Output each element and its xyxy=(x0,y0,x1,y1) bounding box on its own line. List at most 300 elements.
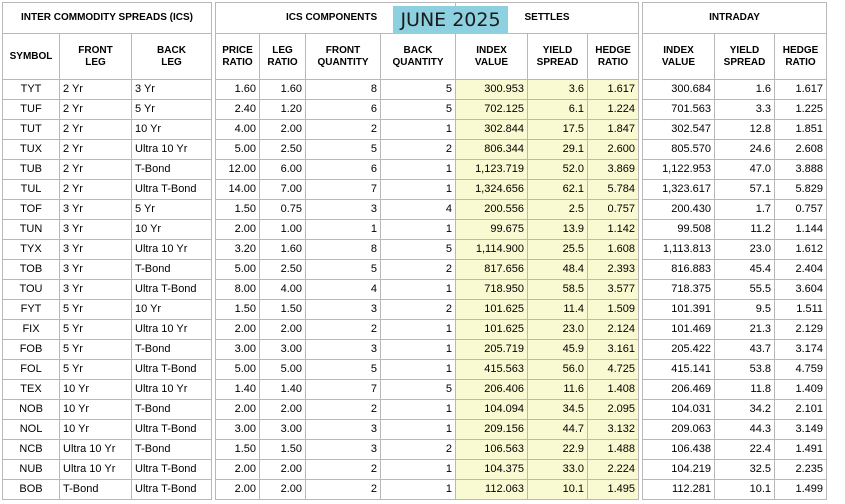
cell-intraday-index-value: 805.570 xyxy=(643,140,715,160)
cell-price-ratio: 1.40 xyxy=(216,380,260,400)
cell-settle-index-value: 104.375 xyxy=(456,460,528,480)
cell-intraday-yield-spread: 53.8 xyxy=(715,360,775,380)
cell-back-quantity: 1 xyxy=(381,180,456,200)
cell-intraday-index-value: 104.031 xyxy=(643,400,715,420)
cell-settle-yield-spread: 6.1 xyxy=(528,100,588,120)
cell-settle-yield-spread: 17.5 xyxy=(528,120,588,140)
cell-back-leg: Ultra 10 Yr xyxy=(132,240,212,260)
cell-settle-hedge-ratio: 1.608 xyxy=(588,240,639,260)
cell-back-leg: 5 Yr xyxy=(132,200,212,220)
cell-price-ratio: 3.00 xyxy=(216,420,260,440)
cell-back-leg: Ultra 10 Yr xyxy=(132,380,212,400)
cell-intraday-hedge-ratio: 1.511 xyxy=(775,300,827,320)
cell-settle-hedge-ratio: 2.600 xyxy=(588,140,639,160)
table-body xyxy=(3,80,827,500)
cell-intraday-index-value: 816.883 xyxy=(643,260,715,280)
cell-front-leg: 5 Yr xyxy=(60,300,132,320)
cell-symbol: TUB xyxy=(3,160,60,180)
cell-leg-ratio: 2.00 xyxy=(260,400,306,420)
cell-price-ratio: 2.00 xyxy=(216,400,260,420)
cell-leg-ratio: 7.00 xyxy=(260,180,306,200)
cell-intraday-hedge-ratio: 3.604 xyxy=(775,280,827,300)
cell-price-ratio: 4.00 xyxy=(216,120,260,140)
cell-intraday-hedge-ratio: 3.174 xyxy=(775,340,827,360)
cell-intraday-hedge-ratio: 2.608 xyxy=(775,140,827,160)
cell-front-quantity: 5 xyxy=(306,260,381,280)
cell-back-quantity: 1 xyxy=(381,460,456,480)
cell-settle-hedge-ratio: 2.224 xyxy=(588,460,639,480)
cell-back-quantity: 1 xyxy=(381,220,456,240)
cell-intraday-hedge-ratio: 3.149 xyxy=(775,420,827,440)
table-row xyxy=(3,480,827,500)
cell-symbol: NOL xyxy=(3,420,60,440)
table-row xyxy=(3,200,827,220)
col-header-front-quantity: FRONT QUANTITY xyxy=(306,34,381,80)
cell-settle-hedge-ratio: 5.784 xyxy=(588,180,639,200)
month-banner: JUNE 2025 xyxy=(393,6,508,34)
table-row xyxy=(3,320,827,340)
cell-symbol: TEX xyxy=(3,380,60,400)
cell-back-quantity: 4 xyxy=(381,200,456,220)
cell-front-leg: 2 Yr xyxy=(60,180,132,200)
cell-back-quantity: 2 xyxy=(381,260,456,280)
cell-settle-index-value: 415.563 xyxy=(456,360,528,380)
cell-back-leg: Ultra T-Bond xyxy=(132,460,212,480)
cell-settle-hedge-ratio: 2.124 xyxy=(588,320,639,340)
cell-intraday-hedge-ratio: 2.404 xyxy=(775,260,827,280)
cell-intraday-yield-spread: 57.1 xyxy=(715,180,775,200)
cell-front-quantity: 3 xyxy=(306,440,381,460)
cell-intraday-index-value: 302.547 xyxy=(643,120,715,140)
table-row xyxy=(3,400,827,420)
cell-front-leg: 3 Yr xyxy=(60,220,132,240)
table-row xyxy=(3,340,827,360)
cell-back-quantity: 5 xyxy=(381,80,456,100)
cell-front-leg: 5 Yr xyxy=(60,320,132,340)
cell-settle-hedge-ratio: 2.095 xyxy=(588,400,639,420)
cell-back-leg: 10 Yr xyxy=(132,300,212,320)
cell-settle-yield-spread: 33.0 xyxy=(528,460,588,480)
cell-price-ratio: 8.00 xyxy=(216,280,260,300)
cell-settle-yield-spread: 56.0 xyxy=(528,360,588,380)
cell-settle-hedge-ratio: 3.132 xyxy=(588,420,639,440)
cell-intraday-yield-spread: 43.7 xyxy=(715,340,775,360)
cell-front-leg: 2 Yr xyxy=(60,80,132,100)
cell-front-quantity: 1 xyxy=(306,220,381,240)
cell-settle-yield-spread: 23.0 xyxy=(528,320,588,340)
cell-intraday-yield-spread: 47.0 xyxy=(715,160,775,180)
cell-front-quantity: 2 xyxy=(306,120,381,140)
cell-symbol: FOB xyxy=(3,340,60,360)
cell-intraday-hedge-ratio: 1.851 xyxy=(775,120,827,140)
cell-symbol: NUB xyxy=(3,460,60,480)
cell-leg-ratio: 1.50 xyxy=(260,440,306,460)
cell-settle-yield-spread: 62.1 xyxy=(528,180,588,200)
cell-settle-index-value: 104.094 xyxy=(456,400,528,420)
cell-leg-ratio: 0.75 xyxy=(260,200,306,220)
cell-settle-yield-spread: 2.5 xyxy=(528,200,588,220)
cell-intraday-hedge-ratio: 1.617 xyxy=(775,80,827,100)
cell-leg-ratio: 1.40 xyxy=(260,380,306,400)
cell-leg-ratio: 3.00 xyxy=(260,420,306,440)
cell-symbol: NOB xyxy=(3,400,60,420)
cell-intraday-yield-spread: 10.1 xyxy=(715,480,775,500)
cell-settle-index-value: 101.625 xyxy=(456,300,528,320)
cell-back-leg: T-Bond xyxy=(132,340,212,360)
cell-leg-ratio: 2.50 xyxy=(260,260,306,280)
cell-price-ratio: 3.00 xyxy=(216,340,260,360)
cell-intraday-hedge-ratio: 1.612 xyxy=(775,240,827,260)
cell-symbol: BOB xyxy=(3,480,60,500)
cell-front-leg: 3 Yr xyxy=(60,280,132,300)
cell-leg-ratio: 1.00 xyxy=(260,220,306,240)
cell-symbol: NCB xyxy=(3,440,60,460)
cell-symbol: TYX xyxy=(3,240,60,260)
cell-settle-yield-spread: 45.9 xyxy=(528,340,588,360)
cell-back-quantity: 1 xyxy=(381,160,456,180)
col-header-settle-yield-spread: YIELD SPREAD xyxy=(528,34,588,80)
cell-settle-yield-spread: 29.1 xyxy=(528,140,588,160)
cell-settle-index-value: 817.656 xyxy=(456,260,528,280)
table-row xyxy=(3,260,827,280)
cell-settle-index-value: 205.719 xyxy=(456,340,528,360)
cell-settle-hedge-ratio: 1.617 xyxy=(588,80,639,100)
cell-intraday-index-value: 415.141 xyxy=(643,360,715,380)
cell-settle-yield-spread: 13.9 xyxy=(528,220,588,240)
cell-price-ratio: 3.20 xyxy=(216,240,260,260)
cell-leg-ratio: 2.00 xyxy=(260,120,306,140)
cell-front-quantity: 7 xyxy=(306,180,381,200)
cell-intraday-index-value: 300.684 xyxy=(643,80,715,100)
cell-price-ratio: 2.00 xyxy=(216,480,260,500)
cell-leg-ratio: 2.00 xyxy=(260,320,306,340)
cell-back-leg: T-Bond xyxy=(132,160,212,180)
cell-settle-hedge-ratio: 1.224 xyxy=(588,100,639,120)
cell-front-leg: 2 Yr xyxy=(60,100,132,120)
cell-back-leg: 10 Yr xyxy=(132,220,212,240)
spreads-table-container xyxy=(2,2,845,500)
cell-intraday-yield-spread: 11.2 xyxy=(715,220,775,240)
cell-intraday-yield-spread: 24.6 xyxy=(715,140,775,160)
cell-back-quantity: 1 xyxy=(381,400,456,420)
cell-settle-index-value: 806.344 xyxy=(456,140,528,160)
cell-intraday-hedge-ratio: 1.499 xyxy=(775,480,827,500)
cell-price-ratio: 2.40 xyxy=(216,100,260,120)
cell-settle-index-value: 112.063 xyxy=(456,480,528,500)
cell-settle-yield-spread: 52.0 xyxy=(528,160,588,180)
cell-leg-ratio: 6.00 xyxy=(260,160,306,180)
cell-settle-yield-spread: 11.6 xyxy=(528,380,588,400)
cell-front-quantity: 2 xyxy=(306,460,381,480)
cell-intraday-index-value: 1,323.617 xyxy=(643,180,715,200)
cell-price-ratio: 12.00 xyxy=(216,160,260,180)
cell-intraday-index-value: 106.438 xyxy=(643,440,715,460)
cell-intraday-yield-spread: 44.3 xyxy=(715,420,775,440)
cell-back-leg: T-Bond xyxy=(132,440,212,460)
cell-leg-ratio: 1.50 xyxy=(260,300,306,320)
table-row xyxy=(3,280,827,300)
col-header-intraday-yield-spread: YIELD SPREAD xyxy=(715,34,775,80)
cell-settle-index-value: 1,123.719 xyxy=(456,160,528,180)
table-row xyxy=(3,460,827,480)
group-header-ics: INTER COMMODITY SPREADS (ICS) xyxy=(3,3,212,34)
cell-settle-yield-spread: 3.6 xyxy=(528,80,588,100)
table-row xyxy=(3,240,827,260)
cell-settle-index-value: 99.675 xyxy=(456,220,528,240)
cell-back-quantity: 1 xyxy=(381,320,456,340)
cell-intraday-index-value: 200.430 xyxy=(643,200,715,220)
cell-intraday-hedge-ratio: 3.888 xyxy=(775,160,827,180)
cell-front-leg: 2 Yr xyxy=(60,160,132,180)
cell-symbol: TOF xyxy=(3,200,60,220)
cell-back-quantity: 2 xyxy=(381,300,456,320)
cell-back-leg: Ultra 10 Yr xyxy=(132,140,212,160)
cell-intraday-index-value: 1,122.953 xyxy=(643,160,715,180)
cell-intraday-yield-spread: 45.4 xyxy=(715,260,775,280)
cell-settle-index-value: 206.406 xyxy=(456,380,528,400)
col-header-leg-ratio: LEG RATIO xyxy=(260,34,306,80)
cell-front-quantity: 4 xyxy=(306,280,381,300)
cell-settle-hedge-ratio: 1.142 xyxy=(588,220,639,240)
cell-front-quantity: 5 xyxy=(306,140,381,160)
cell-intraday-hedge-ratio: 0.757 xyxy=(775,200,827,220)
table-row xyxy=(3,420,827,440)
cell-settle-hedge-ratio: 2.393 xyxy=(588,260,639,280)
col-header-back-quantity: BACK QUANTITY xyxy=(381,34,456,80)
cell-intraday-hedge-ratio: 1.225 xyxy=(775,100,827,120)
cell-symbol: TUL xyxy=(3,180,60,200)
cell-intraday-yield-spread: 9.5 xyxy=(715,300,775,320)
cell-front-leg: 3 Yr xyxy=(60,200,132,220)
cell-intraday-hedge-ratio: 5.829 xyxy=(775,180,827,200)
table-row xyxy=(3,380,827,400)
cell-intraday-index-value: 701.563 xyxy=(643,100,715,120)
cell-intraday-hedge-ratio: 1.144 xyxy=(775,220,827,240)
table-row xyxy=(3,300,827,320)
cell-leg-ratio: 2.00 xyxy=(260,480,306,500)
cell-symbol: TOB xyxy=(3,260,60,280)
cell-settle-yield-spread: 25.5 xyxy=(528,240,588,260)
cell-intraday-yield-spread: 1.6 xyxy=(715,80,775,100)
cell-intraday-hedge-ratio: 2.101 xyxy=(775,400,827,420)
group-header-settles: SETTLES xyxy=(456,3,639,34)
table-row xyxy=(3,220,827,240)
cell-front-quantity: 8 xyxy=(306,80,381,100)
cell-leg-ratio: 2.50 xyxy=(260,140,306,160)
col-header-price-ratio: PRICE RATIO xyxy=(216,34,260,80)
cell-back-quantity: 1 xyxy=(381,120,456,140)
cell-settle-index-value: 1,114.900 xyxy=(456,240,528,260)
cell-intraday-yield-spread: 55.5 xyxy=(715,280,775,300)
table-row xyxy=(3,100,827,120)
cell-symbol: TUN xyxy=(3,220,60,240)
cell-price-ratio: 5.00 xyxy=(216,260,260,280)
cell-leg-ratio: 4.00 xyxy=(260,280,306,300)
cell-settle-hedge-ratio: 4.725 xyxy=(588,360,639,380)
ics-spreads-table xyxy=(2,2,827,500)
cell-settle-index-value: 302.844 xyxy=(456,120,528,140)
cell-symbol: TYT xyxy=(3,80,60,100)
cell-back-quantity: 1 xyxy=(381,420,456,440)
cell-settle-yield-spread: 34.5 xyxy=(528,400,588,420)
cell-intraday-yield-spread: 11.8 xyxy=(715,380,775,400)
cell-intraday-hedge-ratio: 1.491 xyxy=(775,440,827,460)
cell-back-leg: Ultra T-Bond xyxy=(132,180,212,200)
table-row xyxy=(3,180,827,200)
cell-intraday-hedge-ratio: 4.759 xyxy=(775,360,827,380)
cell-front-leg: 3 Yr xyxy=(60,260,132,280)
group-header-components: ICS COMPONENTS xyxy=(216,3,456,34)
cell-intraday-index-value: 205.422 xyxy=(643,340,715,360)
cell-intraday-index-value: 112.281 xyxy=(643,480,715,500)
cell-back-quantity: 1 xyxy=(381,280,456,300)
cell-back-quantity: 1 xyxy=(381,480,456,500)
cell-front-quantity: 3 xyxy=(306,420,381,440)
cell-price-ratio: 2.00 xyxy=(216,460,260,480)
cell-settle-hedge-ratio: 0.757 xyxy=(588,200,639,220)
cell-back-leg: 10 Yr xyxy=(132,120,212,140)
cell-leg-ratio: 1.60 xyxy=(260,80,306,100)
cell-intraday-index-value: 1,113.813 xyxy=(643,240,715,260)
cell-settle-hedge-ratio: 1.408 xyxy=(588,380,639,400)
cell-back-leg: Ultra T-Bond xyxy=(132,420,212,440)
cell-back-leg: T-Bond xyxy=(132,400,212,420)
cell-intraday-yield-spread: 34.2 xyxy=(715,400,775,420)
cell-symbol: TUX xyxy=(3,140,60,160)
cell-intraday-index-value: 718.375 xyxy=(643,280,715,300)
cell-front-leg: 10 Yr xyxy=(60,380,132,400)
cell-back-quantity: 1 xyxy=(381,360,456,380)
cell-settle-index-value: 300.953 xyxy=(456,80,528,100)
cell-front-leg: 3 Yr xyxy=(60,240,132,260)
cell-front-quantity: 2 xyxy=(306,320,381,340)
cell-intraday-index-value: 99.508 xyxy=(643,220,715,240)
cell-intraday-index-value: 206.469 xyxy=(643,380,715,400)
cell-front-quantity: 2 xyxy=(306,400,381,420)
cell-settle-hedge-ratio: 3.161 xyxy=(588,340,639,360)
cell-leg-ratio: 1.20 xyxy=(260,100,306,120)
cell-back-leg: Ultra T-Bond xyxy=(132,360,212,380)
cell-intraday-hedge-ratio: 2.129 xyxy=(775,320,827,340)
cell-intraday-yield-spread: 12.8 xyxy=(715,120,775,140)
cell-price-ratio: 1.50 xyxy=(216,300,260,320)
cell-front-leg: 2 Yr xyxy=(60,120,132,140)
cell-settle-yield-spread: 11.4 xyxy=(528,300,588,320)
cell-settle-index-value: 209.156 xyxy=(456,420,528,440)
cell-leg-ratio: 3.00 xyxy=(260,340,306,360)
cell-front-quantity: 7 xyxy=(306,380,381,400)
cell-back-quantity: 2 xyxy=(381,440,456,460)
cell-back-leg: Ultra 10 Yr xyxy=(132,320,212,340)
cell-back-quantity: 5 xyxy=(381,100,456,120)
cell-settle-hedge-ratio: 3.869 xyxy=(588,160,639,180)
cell-settle-yield-spread: 22.9 xyxy=(528,440,588,460)
cell-front-quantity: 6 xyxy=(306,160,381,180)
table-row xyxy=(3,360,827,380)
cell-settle-hedge-ratio: 1.488 xyxy=(588,440,639,460)
cell-intraday-yield-spread: 23.0 xyxy=(715,240,775,260)
cell-price-ratio: 5.00 xyxy=(216,360,260,380)
cell-symbol: FOL xyxy=(3,360,60,380)
cell-back-quantity: 1 xyxy=(381,340,456,360)
table-row xyxy=(3,80,827,100)
cell-leg-ratio: 5.00 xyxy=(260,360,306,380)
cell-settle-index-value: 106.563 xyxy=(456,440,528,460)
cell-leg-ratio: 2.00 xyxy=(260,460,306,480)
cell-price-ratio: 5.00 xyxy=(216,140,260,160)
cell-symbol: TOU xyxy=(3,280,60,300)
cell-front-quantity: 8 xyxy=(306,240,381,260)
cell-front-leg: 2 Yr xyxy=(60,140,132,160)
cell-symbol: TUF xyxy=(3,100,60,120)
cell-back-leg: Ultra T-Bond xyxy=(132,280,212,300)
cell-symbol: FIX xyxy=(3,320,60,340)
cell-settle-yield-spread: 48.4 xyxy=(528,260,588,280)
cell-front-quantity: 2 xyxy=(306,480,381,500)
table-row xyxy=(3,160,827,180)
cell-settle-index-value: 718.950 xyxy=(456,280,528,300)
cell-intraday-yield-spread: 32.5 xyxy=(715,460,775,480)
cell-settle-index-value: 1,324.656 xyxy=(456,180,528,200)
cell-front-leg: Ultra 10 Yr xyxy=(60,440,132,460)
cell-intraday-yield-spread: 22.4 xyxy=(715,440,775,460)
col-header-front-leg: FRONT LEG xyxy=(60,34,132,80)
cell-front-leg: 10 Yr xyxy=(60,420,132,440)
group-header-intraday: INTRADAY xyxy=(643,3,827,34)
cell-price-ratio: 1.50 xyxy=(216,200,260,220)
cell-intraday-index-value: 101.391 xyxy=(643,300,715,320)
cell-intraday-hedge-ratio: 1.409 xyxy=(775,380,827,400)
cell-front-quantity: 3 xyxy=(306,200,381,220)
col-header-symbol: SYMBOL xyxy=(3,34,60,80)
cell-front-quantity: 3 xyxy=(306,300,381,320)
cell-price-ratio: 1.60 xyxy=(216,80,260,100)
cell-front-quantity: 5 xyxy=(306,360,381,380)
cell-front-leg: 5 Yr xyxy=(60,360,132,380)
cell-price-ratio: 1.50 xyxy=(216,440,260,460)
cell-settle-index-value: 101.625 xyxy=(456,320,528,340)
cell-settle-yield-spread: 10.1 xyxy=(528,480,588,500)
col-header-settle-index-value: INDEX VALUE xyxy=(456,34,528,80)
cell-settle-hedge-ratio: 1.509 xyxy=(588,300,639,320)
cell-settle-index-value: 200.556 xyxy=(456,200,528,220)
cell-intraday-index-value: 101.469 xyxy=(643,320,715,340)
cell-front-leg: Ultra 10 Yr xyxy=(60,460,132,480)
cell-settle-yield-spread: 44.7 xyxy=(528,420,588,440)
cell-price-ratio: 2.00 xyxy=(216,320,260,340)
cell-back-quantity: 2 xyxy=(381,140,456,160)
cell-back-leg: Ultra T-Bond xyxy=(132,480,212,500)
cell-leg-ratio: 1.60 xyxy=(260,240,306,260)
cell-settle-index-value: 702.125 xyxy=(456,100,528,120)
cell-back-quantity: 5 xyxy=(381,240,456,260)
cell-intraday-index-value: 104.219 xyxy=(643,460,715,480)
cell-intraday-hedge-ratio: 2.235 xyxy=(775,460,827,480)
table-row xyxy=(3,440,827,460)
cell-back-leg: 5 Yr xyxy=(132,100,212,120)
cell-settle-hedge-ratio: 1.495 xyxy=(588,480,639,500)
cell-front-leg: 10 Yr xyxy=(60,400,132,420)
col-header-intraday-index-value: INDEX VALUE xyxy=(643,34,715,80)
cell-price-ratio: 14.00 xyxy=(216,180,260,200)
cell-front-quantity: 3 xyxy=(306,340,381,360)
cell-settle-hedge-ratio: 1.847 xyxy=(588,120,639,140)
cell-intraday-yield-spread: 1.7 xyxy=(715,200,775,220)
table-row xyxy=(3,120,827,140)
col-header-settle-hedge-ratio: HEDGE RATIO xyxy=(588,34,639,80)
cell-symbol: TUT xyxy=(3,120,60,140)
cell-front-leg: 5 Yr xyxy=(60,340,132,360)
